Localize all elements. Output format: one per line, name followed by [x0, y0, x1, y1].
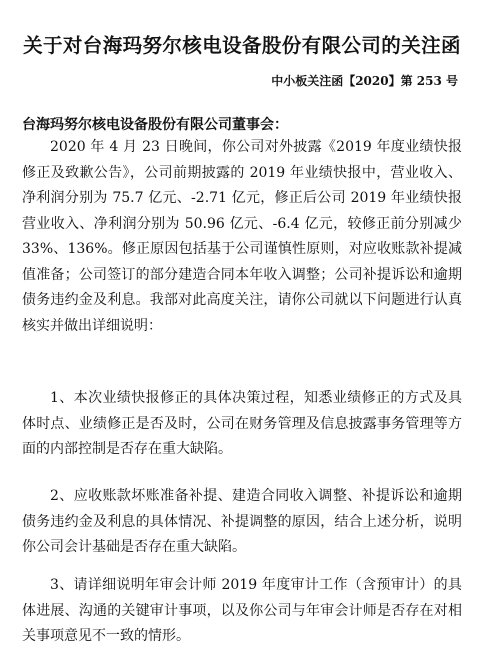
paragraph-question-2: 2、应收账款坏账准备补提、建造合同收入调整、补提诉讼和逾期债务违约金及利息的具体情况、补提调整的原因，结合上述分析，说明你公司会计基础是否存在重大缺陷。: [22, 488, 462, 555]
paragraph-question-3: 3、请详细说明年审会计师 2019 年度审计工作（含预审计）的具体进展、沟通的关键审计事项，以及你公司与年审会计师是否存在对相关事项意见不一致的情形。: [22, 577, 462, 644]
paragraph-question-1: 1、本次业绩快报修正的具体决策过程，知悉业绩修正的方式及具体时点、业绩修正是否及时，公司在财务管理及信息披露事务管理等方面的内部控制是否存在重大缺陷。: [22, 390, 462, 457]
document-title: 关于对台海玛努尔核电设备股份有限公司的关注函: [23, 34, 461, 57]
paragraph-intro: 2020 年 4 月 23 日晚间，你公司对外披露《2019 年度业绩快报修正及致歉公告》，公司前期披露的 2019 年业绩快报中，营业收入、净利润分别为 75.7 亿元、-2.71 亿元，修正后公司 2019 年业绩快报营业收入、净利润分别为 50.96 亿元、-6.4 亿元，较修正前分别减少 33%、136%。修正原因包括基于公司谨慎性原则，对应收账款补提减值准备；公司签订的部分建造合同本年收入调整；公司补提诉讼和逾期债务违约金及利息。我部对此高度关注，请你公司就以下问题进行认真核实并做出详细说明：: [22, 139, 462, 334]
document-number: 中小板关注函【2020】第 253 号: [271, 74, 458, 88]
addressee: 台海玛努尔核电设备股份有限公司董事会：: [22, 117, 288, 133]
